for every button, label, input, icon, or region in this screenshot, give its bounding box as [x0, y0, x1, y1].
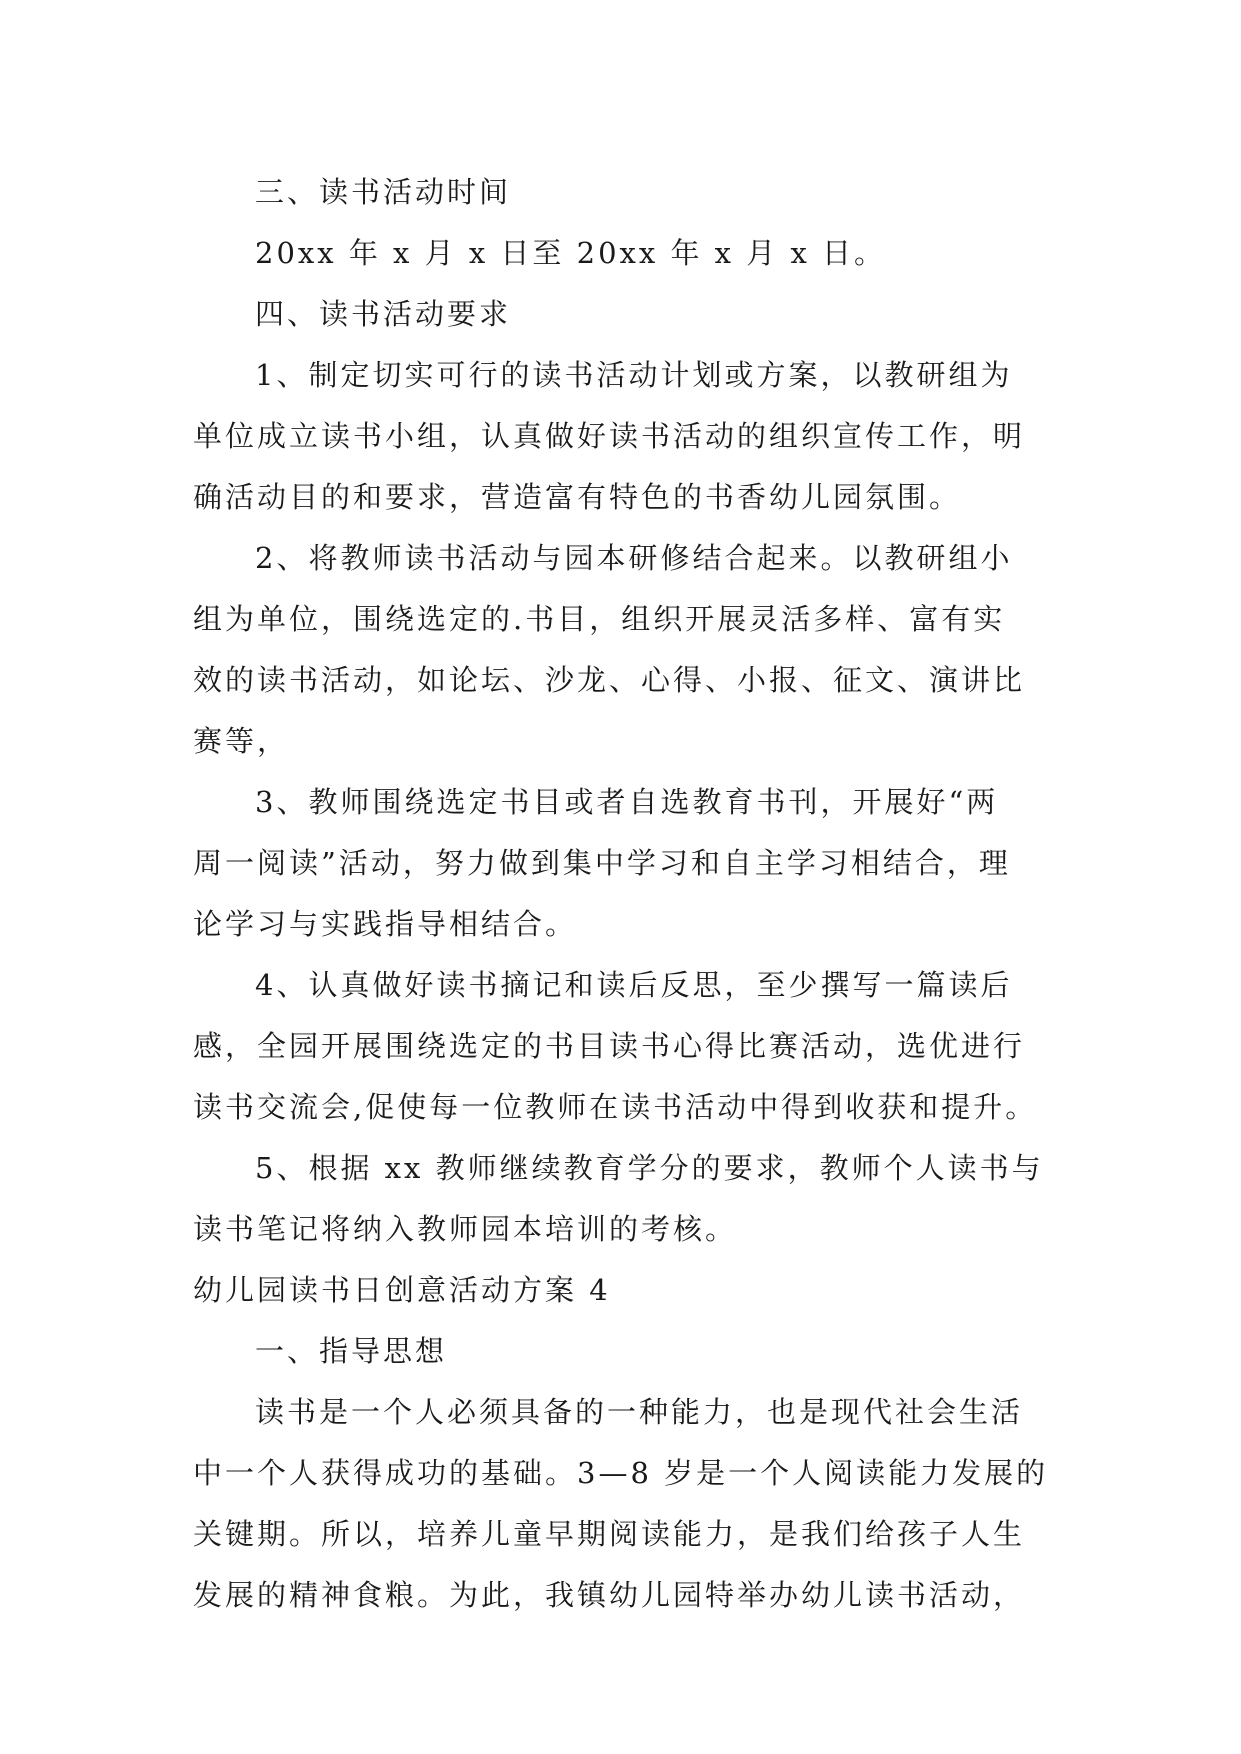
text-line: 三、读书活动时间: [255, 175, 512, 209]
text-line: 感，全园开展围绕选定的书目读书心得比赛活动，选优进行: [193, 1029, 1026, 1063]
text-line: 读书笔记将纳入教师园本培训的考核。: [193, 1212, 738, 1246]
text-line: 中一个人获得成功的基础。3—8 岁是一个人阅读能力发展的: [193, 1456, 1049, 1490]
requirement-2: [193, 528, 1053, 772]
heading-activity-time: [193, 162, 1053, 223]
section-title-plan-4: [193, 1260, 1053, 1321]
text-line: 5、根据 xx 教师继续教育学分的要求，教师个人读书与: [255, 1151, 1044, 1185]
text-line: 关键期。所以，培养儿童早期阅读能力，是我们给孩子人生: [193, 1517, 1026, 1551]
text-line: 发展的精神食粮。为此，我镇幼儿园特举办幼儿读书活动，: [193, 1578, 1026, 1612]
document-body: [193, 162, 1053, 1626]
text-line: 组为单位，围绕选定的.书目，组织开展灵活多样、富有实: [193, 602, 1006, 636]
guiding-ideology-body: [193, 1382, 1053, 1626]
text-line: 1、制定切实可行的读书活动计划或方案，以教研组为: [255, 358, 1013, 392]
text-line: 读书是一个人必须具备的一种能力，也是现代社会生活: [255, 1395, 1024, 1429]
text-line: 四、读书活动要求: [255, 297, 512, 331]
text-line: 确活动目的和要求，营造富有特色的书香幼儿园氛围。: [193, 480, 962, 514]
text-line: 20xx 年 x 月 x 日至 20xx 年 x 月 x 日。: [255, 236, 887, 270]
requirement-3: [193, 772, 1053, 955]
heading-activity-requirements: [193, 284, 1053, 345]
text-line: 读书交流会,促使每一位教师在读书活动中得到收获和提升。: [193, 1090, 1038, 1124]
text-line: 一、指导思想: [255, 1334, 448, 1368]
text-line: 周一阅读”活动，努力做到集中学习和自主学习相结合，理: [193, 846, 1011, 880]
text-line: 论学习与实践指导相结合。: [193, 907, 578, 941]
text-line: 幼儿园读书日创意活动方案 4: [193, 1273, 611, 1307]
text-line: 效的读书活动，如论坛、沙龙、心得、小报、征文、演讲比: [193, 663, 1026, 697]
requirement-5: [193, 1138, 1053, 1260]
text-line: 单位成立读书小组，认真做好读书活动的组织宣传工作，明: [193, 419, 1026, 453]
text-line: 赛等，: [193, 724, 290, 758]
activity-date-range: [193, 223, 1053, 284]
text-line: 2、将教师读书活动与园本研修结合起来。以教研组小: [255, 541, 1013, 575]
heading-guiding-ideology: [193, 1321, 1053, 1382]
requirement-4: [193, 955, 1053, 1138]
text-line: 3、教师围绕选定书目或者自选教育书刊，开展好“两: [255, 785, 999, 819]
text-line: 4、认真做好读书摘记和读后反思，至少撰写一篇读后: [255, 968, 1013, 1002]
requirement-1: [193, 345, 1053, 528]
